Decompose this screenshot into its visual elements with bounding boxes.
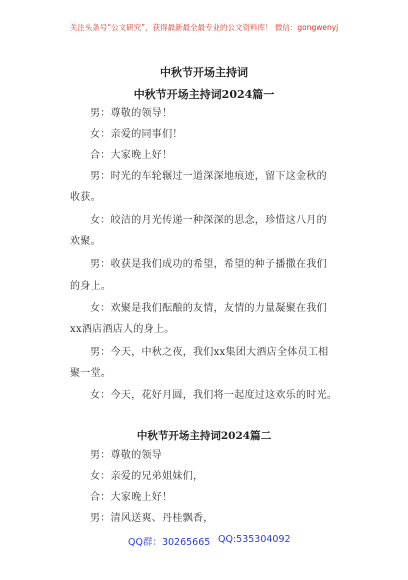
- script-line: 男：尊敬的领导！: [90, 108, 173, 119]
- script-line: 合：大家晚上好！: [90, 492, 173, 503]
- part2-title: 中秋节开场主持词2024篇二: [136, 430, 272, 442]
- part1-title: 中秋节开场主持词2024篇一: [133, 88, 275, 101]
- script-line: 男：收获是我们成功的希望，希望的种子播撒在我们: [90, 259, 327, 270]
- script-line: 女：今天，花好月圆，我们将一起度过这欢乐的时光。: [90, 390, 338, 401]
- script-line: 女：亲爱的同事们！: [90, 129, 183, 140]
- script-line-continued: 的身上。: [70, 281, 112, 292]
- script-line: 男：今天，中秋之夜，我们xx集团大酒店全体员工相: [90, 347, 329, 358]
- qq-group-number: QQ群：30265665: [128, 537, 211, 548]
- script-line: 男：清风送爽、丹桂飘香，: [90, 513, 214, 524]
- header-notice: 关注头条号“公文研究”，获得最新最全最专业的公文资料库！ 微信：gongwenyj: [69, 23, 339, 32]
- script-line-continued: xx酒店酒店人的身上。: [70, 324, 175, 335]
- script-line: 女：亲爱的兄弟姐妹们，: [90, 471, 204, 482]
- script-line-continued: 收获。: [70, 192, 101, 203]
- script-line: 男：尊敬的领导: [90, 450, 163, 461]
- script-line: 女：欢聚是我们酝酿的友情，友情的力量凝聚在我们: [90, 303, 327, 314]
- document-title: 中秋节开场主持词: [160, 66, 248, 79]
- script-line-continued: 欢聚。: [70, 236, 101, 247]
- script-line-continued: 聚一堂。: [70, 368, 112, 379]
- script-line: 女：皎洁的月光传递一种深深的思念，珍惜这八月的: [90, 215, 327, 226]
- qq-contact-number: QQ:535304092: [218, 534, 291, 545]
- script-line: 合：大家晚上好！: [90, 150, 173, 161]
- script-line: 男：时光的车轮辗过一道深深地痕迹，留下这金秋的: [90, 171, 327, 182]
